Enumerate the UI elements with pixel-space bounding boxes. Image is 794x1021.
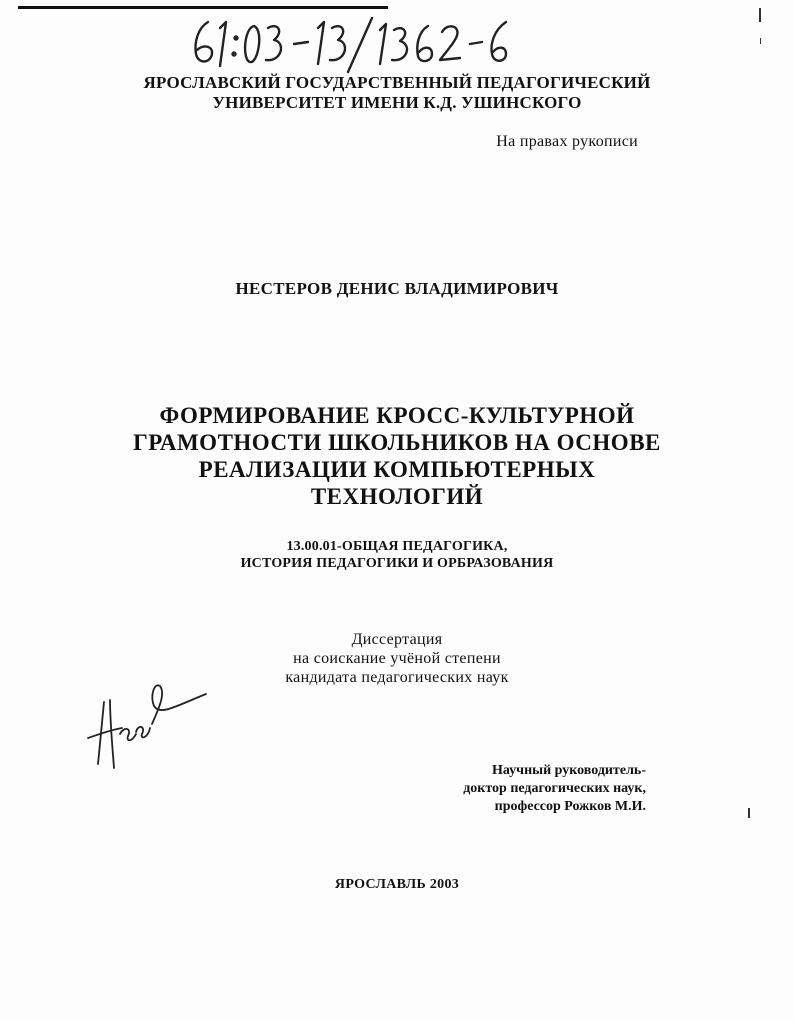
- title-line: ТЕХНОЛОГИЙ: [310, 484, 484, 509]
- supervisor-line: Научный руководитель-: [492, 763, 646, 778]
- scan-top-edge-line: [18, 6, 388, 9]
- university-line: УНИВЕРСИТЕТ ИМЕНИ К.Д. УШИНСКОГО: [212, 93, 582, 112]
- specialty-line: 13.00.01-ОБЩАЯ ПЕДАГОГИКА,: [286, 539, 508, 554]
- handwritten-catalogue-number: [186, 14, 526, 74]
- rights-note: На правах рукописи: [496, 133, 638, 150]
- scan-artifact-mark: [760, 38, 761, 44]
- author-name: НЕСТЕРОВ ДЕНИС ВЛАДИМИРОВИЧ: [235, 279, 559, 298]
- title-line: ГРАМОТНОСТИ ШКОЛЬНИКОВ НА ОСНОВЕ: [133, 430, 661, 455]
- degree-line: кандидата педагогических наук: [285, 669, 509, 686]
- dissertation-title: [0, 402, 794, 510]
- degree-line: Диссертация: [351, 631, 443, 648]
- degree-line: на соискание учёной степени: [293, 650, 501, 667]
- title-line: ФОРМИРОВАНИЕ КРОСС-КУЛЬТУРНОЙ: [159, 403, 635, 428]
- city-year: ЯРОСЛАВЛЬ 2003: [334, 877, 460, 892]
- supervisor-line: доктор педагогических наук,: [463, 781, 646, 796]
- handwritten-signature: [80, 672, 210, 772]
- scan-artifact-mark: [759, 8, 761, 22]
- title-line: РЕАЛИЗАЦИИ КОМПЬЮТЕРНЫХ: [198, 457, 596, 482]
- scientific-supervisor: [463, 762, 646, 816]
- scan-artifact-mark: [748, 808, 750, 818]
- university-line: ЯРОСЛАВСКИЙ ГОСУДАРСТВЕННЫЙ ПЕДАГОГИЧЕСКИЙ: [143, 73, 651, 92]
- supervisor-line: профессор Рожков М.И.: [494, 799, 646, 814]
- university-name: [0, 73, 794, 113]
- specialty-code: [0, 538, 794, 572]
- specialty-line: ИСТОРИЯ ПЕДАГОГИКИ И ОРБРАЗОВАНИЯ: [240, 556, 554, 571]
